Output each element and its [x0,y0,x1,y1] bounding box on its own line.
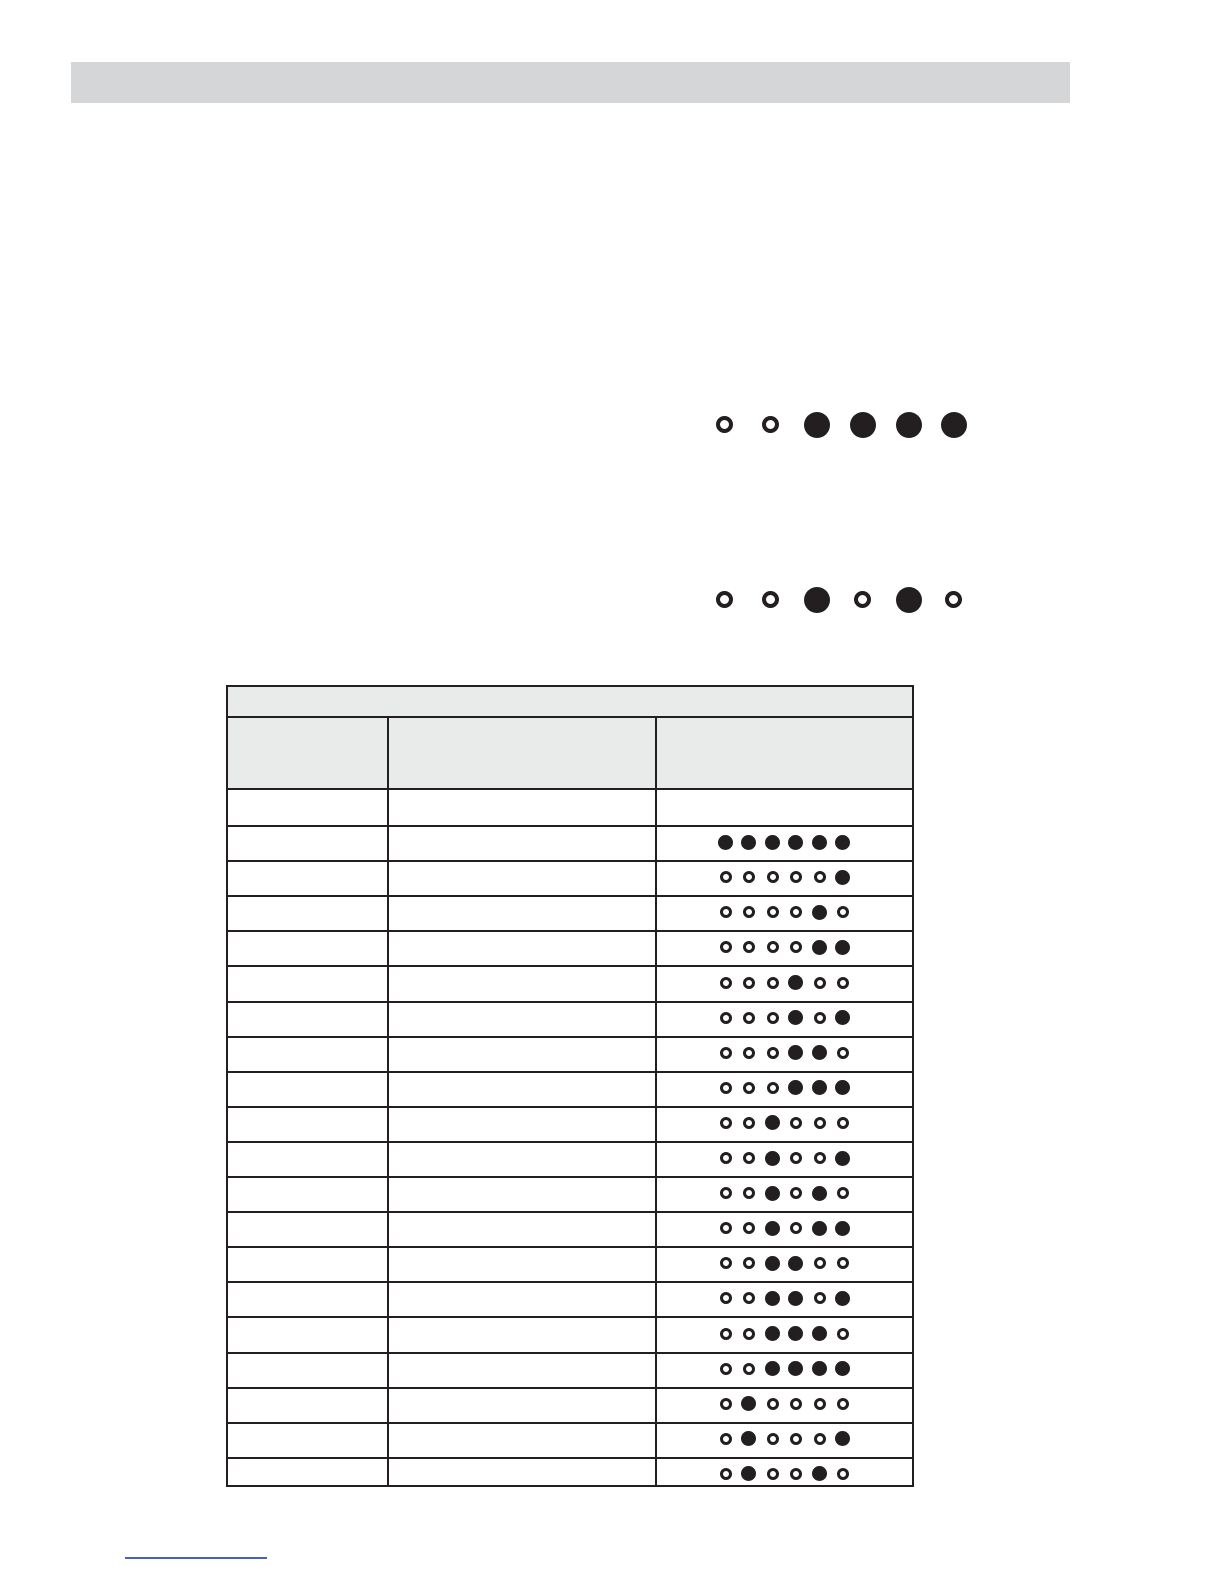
filled-dot [812,1361,827,1376]
dot-code [718,1080,858,1096]
filled-dot [835,835,850,850]
open-dot [720,1328,732,1340]
open-dot [790,941,802,953]
dot-code [718,1255,858,1271]
filled-dot [765,1115,780,1130]
open-dot [837,906,849,918]
open-dot [720,1433,732,1445]
open-dot [743,1292,755,1304]
open-dot [790,1187,802,1199]
table-cell-col2 [389,1352,655,1387]
table-row [228,1071,912,1108]
table-cell-col2 [389,1246,655,1281]
table-cell-col2 [389,1001,655,1036]
filled-dot [835,1010,850,1025]
table-cell-col1 [228,1211,387,1246]
filled-dot [812,1221,827,1236]
filled-dot [835,1080,850,1095]
open-dot [720,1152,732,1164]
dot-code [718,1466,858,1482]
open-dot [720,1082,732,1094]
open-dot [767,941,779,953]
table-row [228,1001,912,1038]
dot-code [718,1431,858,1447]
open-dot [837,1117,849,1129]
filled-dot [850,412,876,438]
filled-dot [765,1186,780,1201]
open-dot [854,591,871,608]
open-dot [837,977,849,989]
table-cell-col3 [657,790,912,825]
open-dot [767,906,779,918]
open-dot [790,1222,802,1234]
open-dot [743,1257,755,1269]
header-cell-2 [389,718,655,788]
table-cell-col1 [228,1457,387,1492]
filled-dot [765,1221,780,1236]
open-dot [743,906,755,918]
dot-code [718,834,858,850]
header-cell-3 [657,718,912,788]
table-cell-col1 [228,1422,387,1457]
open-dot [767,871,779,883]
dot-code [718,1326,858,1342]
filled-dot [765,1326,780,1341]
table-cell-col1 [228,790,387,825]
open-dot [790,1433,802,1445]
filled-dot [788,1045,803,1060]
filled-dot [812,1186,827,1201]
open-dot [743,1328,755,1340]
table-row [228,860,912,897]
table-cell-col2 [389,860,655,895]
table-cell-col1 [228,825,387,860]
open-dot [837,1398,849,1410]
filled-dot [812,940,827,955]
dot-code [718,904,858,920]
filled-dot [788,1010,803,1025]
open-dot [720,871,732,883]
filled-dot [835,1291,850,1306]
filled-dot [812,1045,827,1060]
table-cell-col2 [389,1071,655,1106]
table-row [228,790,912,827]
filled-dot [812,835,827,850]
open-dot [743,1047,755,1059]
open-dot [837,1328,849,1340]
table-cell-col1 [228,1036,387,1071]
open-dot [837,1047,849,1059]
open-dot [720,1257,732,1269]
open-dot [814,1292,826,1304]
table-cell-col2 [389,1281,655,1316]
dot-code [718,1396,858,1412]
open-dot [743,941,755,953]
table-cell-col1 [228,1141,387,1176]
open-dot [767,1433,779,1445]
filled-dot [835,1361,850,1376]
open-dot [767,1468,779,1480]
dot-code [718,1361,858,1377]
open-dot [814,1117,826,1129]
table-row [228,1246,912,1283]
table-cell-col1 [228,1106,387,1141]
dot-code [718,1290,858,1306]
open-dot [743,1363,755,1375]
table-row [228,1317,912,1354]
open-dot [767,1047,779,1059]
open-dot [814,1433,826,1445]
filled-dot [941,412,967,438]
filled-dot [812,1326,827,1341]
open-dot [837,1468,849,1480]
table-row [228,1387,912,1424]
open-dot [743,1082,755,1094]
table-cell-col1 [228,1352,387,1387]
open-dot [720,906,732,918]
open-dot [720,1012,732,1024]
table-cell-col1 [228,860,387,895]
table-caption [228,687,912,718]
table-cell-col1 [228,1246,387,1281]
filled-dot [765,1151,780,1166]
header-cell-1 [228,718,387,788]
table-row [228,1141,912,1178]
open-dot [837,1187,849,1199]
dot-code [718,1150,858,1166]
table-row [228,1422,912,1459]
filled-dot [788,835,803,850]
open-dot [743,977,755,989]
open-dot [720,1047,732,1059]
dot-code [718,869,858,885]
table-cell-col2 [389,1106,655,1141]
open-dot [837,1257,849,1269]
filled-dot [804,412,830,438]
open-dot [790,1152,802,1164]
filled-dot [765,835,780,850]
filled-dot [812,905,827,920]
table-cell-col2 [389,790,655,825]
table-row [228,966,912,1003]
table-cell-col1 [228,895,387,930]
dot-code [718,975,858,991]
table-row [228,895,912,932]
filled-dot [741,1466,756,1481]
dot-code [718,1185,858,1201]
table-cell-col1 [228,930,387,965]
table-cell-col1 [228,1176,387,1211]
filled-dot [788,1326,803,1341]
open-dot [762,416,779,433]
dot-code [718,1220,858,1236]
filled-dot [741,1396,756,1411]
table-row [228,825,912,862]
table-cell-col1 [228,1071,387,1106]
dot-code [718,1010,858,1026]
filled-dot [788,1256,803,1271]
open-dot [720,1117,732,1129]
table-cell-col2 [389,1387,655,1422]
table-cell-col2 [389,1457,655,1492]
filled-dot [718,835,733,850]
filled-dot [741,835,756,850]
open-dot [743,871,755,883]
open-dot [743,1222,755,1234]
open-dot [762,591,779,608]
filled-dot [741,1431,756,1446]
open-dot [814,1012,826,1024]
filled-dot [812,1466,827,1481]
open-dot [767,1082,779,1094]
table-row [228,1457,912,1492]
open-dot [743,1152,755,1164]
table-cell-col1 [228,1281,387,1316]
open-dot [767,977,779,989]
table-cell-col1 [228,1317,387,1352]
table-cell-col2 [389,1317,655,1352]
open-dot [720,1468,732,1480]
table-cell-col2 [389,825,655,860]
filled-dot [765,1361,780,1376]
open-dot [814,1152,826,1164]
open-dot [767,1398,779,1410]
filled-dot [835,1431,850,1446]
table-row [228,1106,912,1143]
example-code-2 [716,591,976,621]
open-dot [814,871,826,883]
open-dot [720,1398,732,1410]
table-cell-col2 [389,930,655,965]
table-cell-col2 [389,966,655,1001]
open-dot [743,1012,755,1024]
code-table [226,685,914,1487]
dot-code [718,1045,858,1061]
open-dot [716,591,733,608]
open-dot [814,1257,826,1269]
filled-dot [896,587,922,613]
filled-dot [765,1256,780,1271]
filled-dot [835,940,850,955]
open-dot [720,977,732,989]
open-dot [790,1117,802,1129]
table-cell-col2 [389,1176,655,1211]
open-dot [767,1012,779,1024]
table-header [228,718,912,790]
section-header-bar [71,62,1070,103]
open-dot [814,1398,826,1410]
open-dot [720,941,732,953]
table-row [228,1211,912,1248]
open-dot [790,1398,802,1410]
dot-code [718,1115,858,1131]
filled-dot [765,1291,780,1306]
filled-dot [835,1221,850,1236]
open-dot [743,1117,755,1129]
filled-dot [804,587,830,613]
open-dot [720,1222,732,1234]
filled-dot [788,1291,803,1306]
open-dot [790,906,802,918]
filled-dot [835,1151,850,1166]
open-dot [790,871,802,883]
table-cell-col2 [389,1141,655,1176]
open-dot [743,1187,755,1199]
table-cell-col1 [228,1387,387,1422]
footer-link[interactable] [125,1557,267,1559]
open-dot [720,1363,732,1375]
dot-code [718,939,858,955]
open-dot [945,591,962,608]
filled-dot [812,1080,827,1095]
table-cell-col1 [228,1001,387,1036]
table-row [228,930,912,967]
open-dot [720,1292,732,1304]
table-row [228,1036,912,1073]
table-row [228,1281,912,1318]
table-cell-col2 [389,1036,655,1071]
table-cell-col2 [389,895,655,930]
filled-dot [896,412,922,438]
open-dot [814,977,826,989]
filled-dot [835,870,850,885]
open-dot [790,1468,802,1480]
example-code-1 [716,416,976,446]
open-dot [716,416,733,433]
table-row [228,1352,912,1389]
table-cell-col2 [389,1211,655,1246]
filled-dot [788,1361,803,1376]
table-row [228,1176,912,1213]
filled-dot [788,1080,803,1095]
table-cell-col2 [389,1422,655,1457]
table-cell-col1 [228,966,387,1001]
open-dot [720,1187,732,1199]
filled-dot [788,975,803,990]
